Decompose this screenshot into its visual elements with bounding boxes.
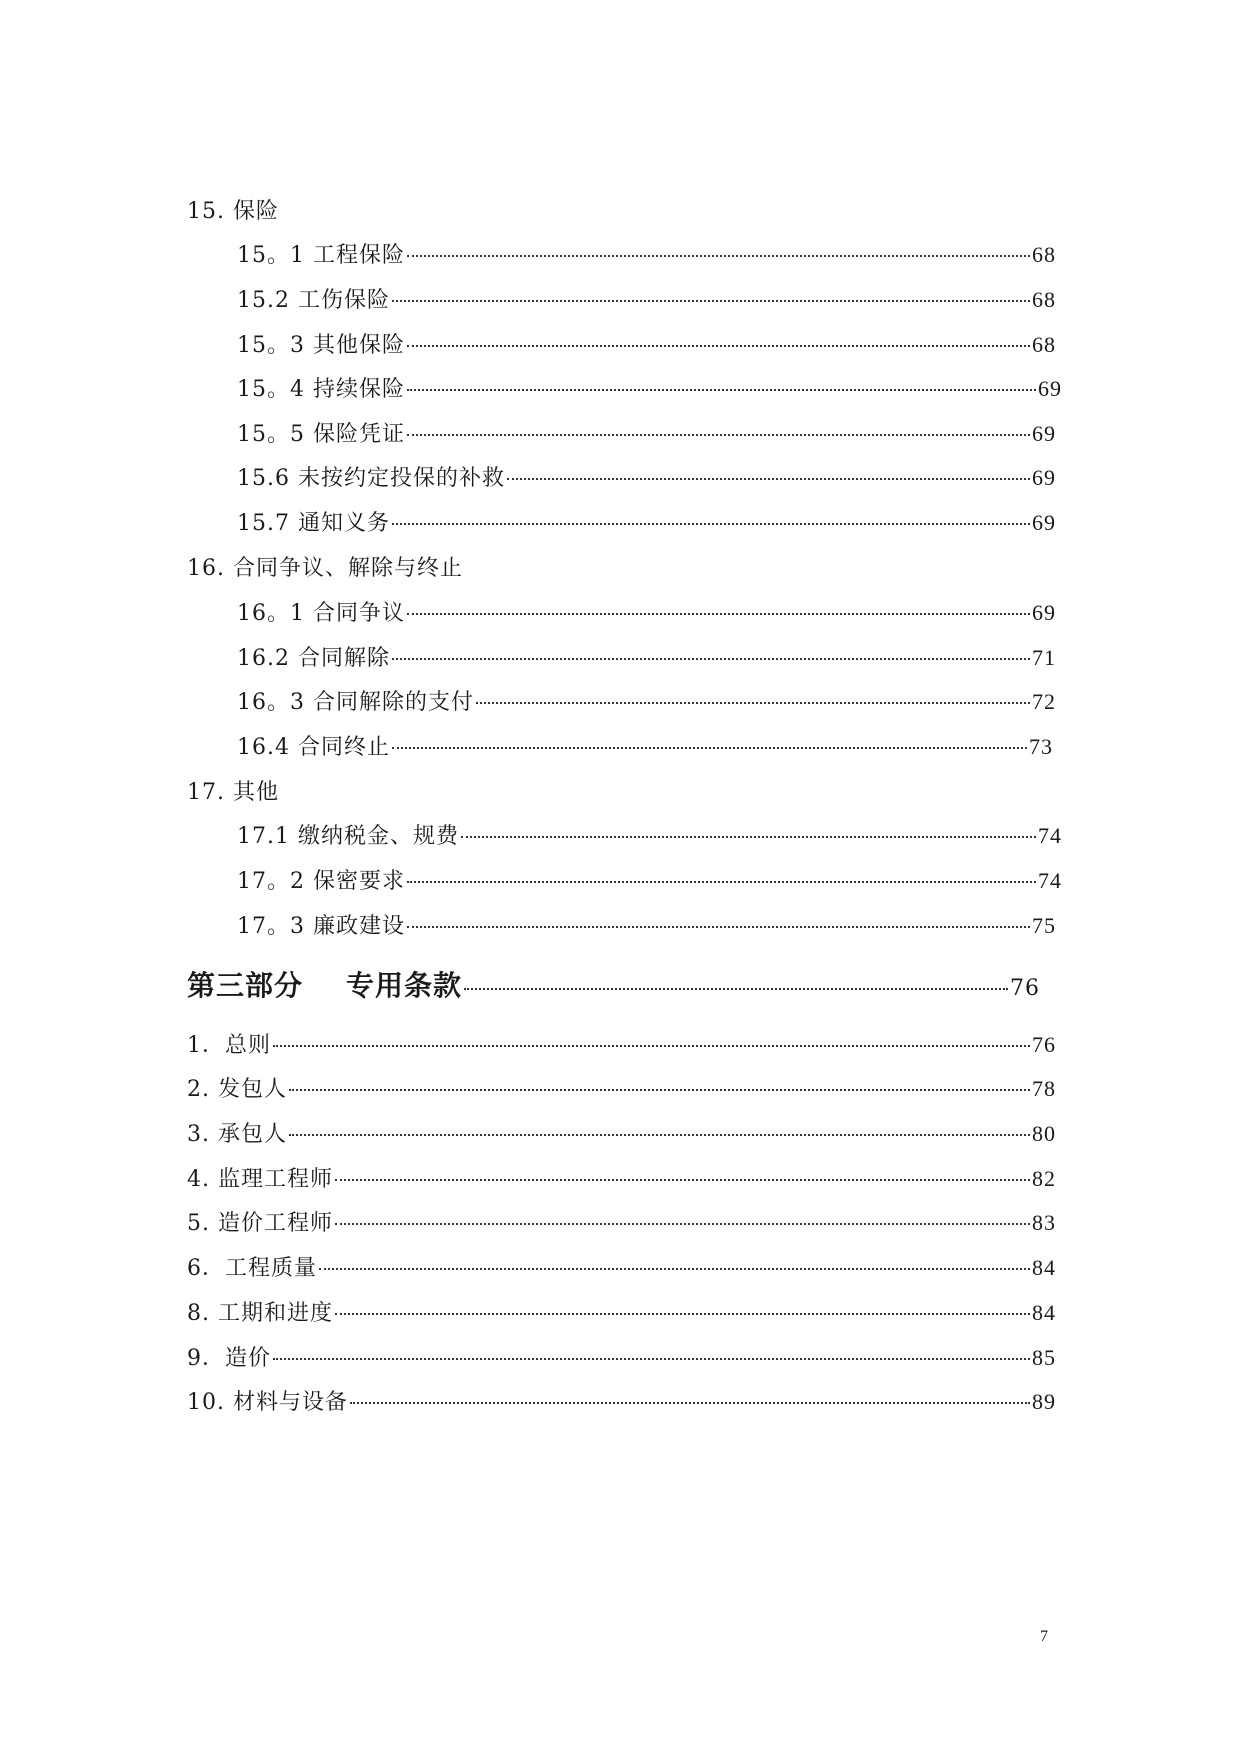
toc-entry-3[interactable] (187, 1117, 1056, 1148)
toc-entry-10[interactable] (187, 1385, 1056, 1416)
toc-entry-17-3[interactable] (237, 909, 1056, 940)
dot-leader (273, 1045, 1030, 1047)
toc-entry-page: 74 (1038, 823, 1062, 848)
toc-entry-16-4[interactable] (237, 730, 1053, 761)
dot-leader (407, 881, 1036, 883)
dot-leader (407, 926, 1030, 928)
toc-entry-17-1[interactable] (237, 819, 1062, 850)
dot-leader (407, 389, 1036, 391)
dot-leader (407, 255, 1030, 257)
dot-leader (407, 434, 1030, 436)
toc-heading-label: 16. 合同争议、解除与终止 (187, 556, 463, 581)
toc-entry-8[interactable] (187, 1296, 1056, 1327)
dot-leader (464, 988, 1008, 990)
toc-entry-16-3[interactable] (237, 685, 1056, 716)
toc-entry-label: 4. 监理工程师 (187, 1167, 333, 1192)
toc-entry-16-2[interactable] (237, 641, 1056, 672)
toc-entry-label: 15。3 其他保险 (237, 333, 405, 358)
dot-leader (273, 1358, 1030, 1360)
dot-leader (392, 658, 1030, 660)
dot-leader (407, 613, 1030, 615)
toc-entry-15-7[interactable] (237, 506, 1056, 537)
toc-entry-4[interactable] (187, 1162, 1056, 1193)
toc-entry-1[interactable] (187, 1028, 1056, 1059)
dot-leader (335, 1313, 1030, 1315)
toc-entry-label: 15。1 工程保险 (237, 243, 405, 268)
dot-leader (407, 345, 1030, 347)
toc-entry-17-2[interactable] (237, 864, 1062, 895)
toc-entry-label: 15.7 通知义务 (237, 511, 390, 536)
toc-entry-9[interactable] (187, 1341, 1056, 1372)
toc-entry-label: 5. 造价工程师 (187, 1211, 333, 1236)
toc-entry-page: 71 (1032, 645, 1056, 670)
toc-entry-page: 69 (1032, 421, 1056, 446)
page-number: 7 (1040, 1628, 1048, 1645)
toc-entry-label: 15。4 持续保险 (237, 377, 405, 402)
toc-heading-15 (187, 194, 279, 225)
toc-entry-page: 84 (1032, 1300, 1056, 1325)
toc-entry-6[interactable] (187, 1251, 1056, 1282)
dot-leader (392, 523, 1030, 525)
toc-part-3[interactable] (187, 964, 1040, 1004)
toc-entry-label: 16。3 合同解除的支付 (237, 690, 474, 715)
toc-entry-page: 72 (1032, 689, 1056, 714)
toc-entry-label: 17.1 缴纳税金、规费 (237, 824, 459, 849)
toc-entry-label: 6．工程质量 (187, 1256, 317, 1281)
dot-leader (350, 1402, 1030, 1404)
toc-heading-16 (187, 551, 463, 582)
dot-leader (507, 478, 1030, 480)
toc-entry-page: 82 (1032, 1166, 1056, 1191)
toc-entry-page: 68 (1032, 332, 1056, 357)
toc-entry-label: 16.4 合同终止 (237, 735, 390, 760)
toc-entry-label: 10. 材料与设备 (187, 1390, 348, 1415)
dot-leader (392, 747, 1027, 749)
toc-entry-15-3[interactable] (237, 328, 1056, 359)
toc-entry-label: 15。5 保险凭证 (237, 422, 405, 447)
toc-entry-page: 75 (1032, 913, 1056, 938)
dot-leader (335, 1223, 1030, 1225)
toc-entry-page: 85 (1032, 1345, 1056, 1370)
toc-entry-page: 69 (1032, 600, 1056, 625)
toc-entry-page: 69 (1032, 510, 1056, 535)
dot-leader (289, 1089, 1030, 1091)
toc-entry-label: 2. 发包人 (187, 1077, 287, 1102)
toc-entry-page: 84 (1032, 1255, 1056, 1280)
toc-entry-page: 83 (1032, 1210, 1056, 1235)
toc-entry-page: 74 (1038, 868, 1062, 893)
toc-entry-page: 76 (1010, 976, 1040, 1001)
toc-entry-label: 9．造价 (187, 1346, 271, 1371)
dot-leader (289, 1134, 1030, 1136)
toc-entry-page: 69 (1038, 376, 1062, 401)
toc-heading-17 (187, 775, 279, 806)
dot-leader (319, 1268, 1030, 1270)
toc-entry-page: 69 (1032, 465, 1056, 490)
dot-leader (476, 702, 1030, 704)
toc-entry-5[interactable] (187, 1206, 1056, 1237)
toc-entry-page: 73 (1029, 734, 1053, 759)
toc-entry-15-2[interactable] (237, 283, 1056, 314)
toc-entry-15-4[interactable] (237, 372, 1062, 403)
toc-entry-15-5[interactable] (237, 417, 1056, 448)
toc-heading-label: 15. 保险 (187, 199, 279, 224)
dot-leader (392, 300, 1030, 302)
toc-entry-page: 89 (1032, 1389, 1056, 1414)
toc-entry-page: 78 (1032, 1076, 1056, 1101)
toc-entry-label: 15.6 未按约定投保的补救 (237, 466, 505, 491)
dot-leader (461, 836, 1036, 838)
toc-entry-page: 68 (1032, 242, 1056, 267)
toc-part-label: 第三部分 专用条款 (187, 969, 462, 1002)
toc-entry-page: 68 (1032, 287, 1056, 312)
toc-entry-15-6[interactable] (237, 461, 1056, 492)
toc-entry-label: 17。3 廉政建设 (237, 914, 405, 939)
toc-entry-label: 16.2 合同解除 (237, 646, 390, 671)
toc-entry-label: 3. 承包人 (187, 1122, 287, 1147)
toc-entry-15-1[interactable] (237, 238, 1056, 269)
toc-entry-label: 1．总则 (187, 1033, 271, 1058)
toc-entry-label: 17。2 保密要求 (237, 869, 405, 894)
toc-entry-label: 8. 工期和进度 (187, 1301, 333, 1326)
toc-entry-16-1[interactable] (237, 596, 1056, 627)
toc-entry-2[interactable] (187, 1072, 1056, 1103)
toc-entry-page: 80 (1032, 1121, 1056, 1146)
toc-entry-label: 15.2 工伤保险 (237, 288, 390, 313)
toc-entry-label: 16。1 合同争议 (237, 601, 405, 626)
dot-leader (335, 1179, 1030, 1181)
toc-heading-label: 17. 其他 (187, 780, 279, 805)
toc-entry-page: 76 (1032, 1032, 1056, 1057)
